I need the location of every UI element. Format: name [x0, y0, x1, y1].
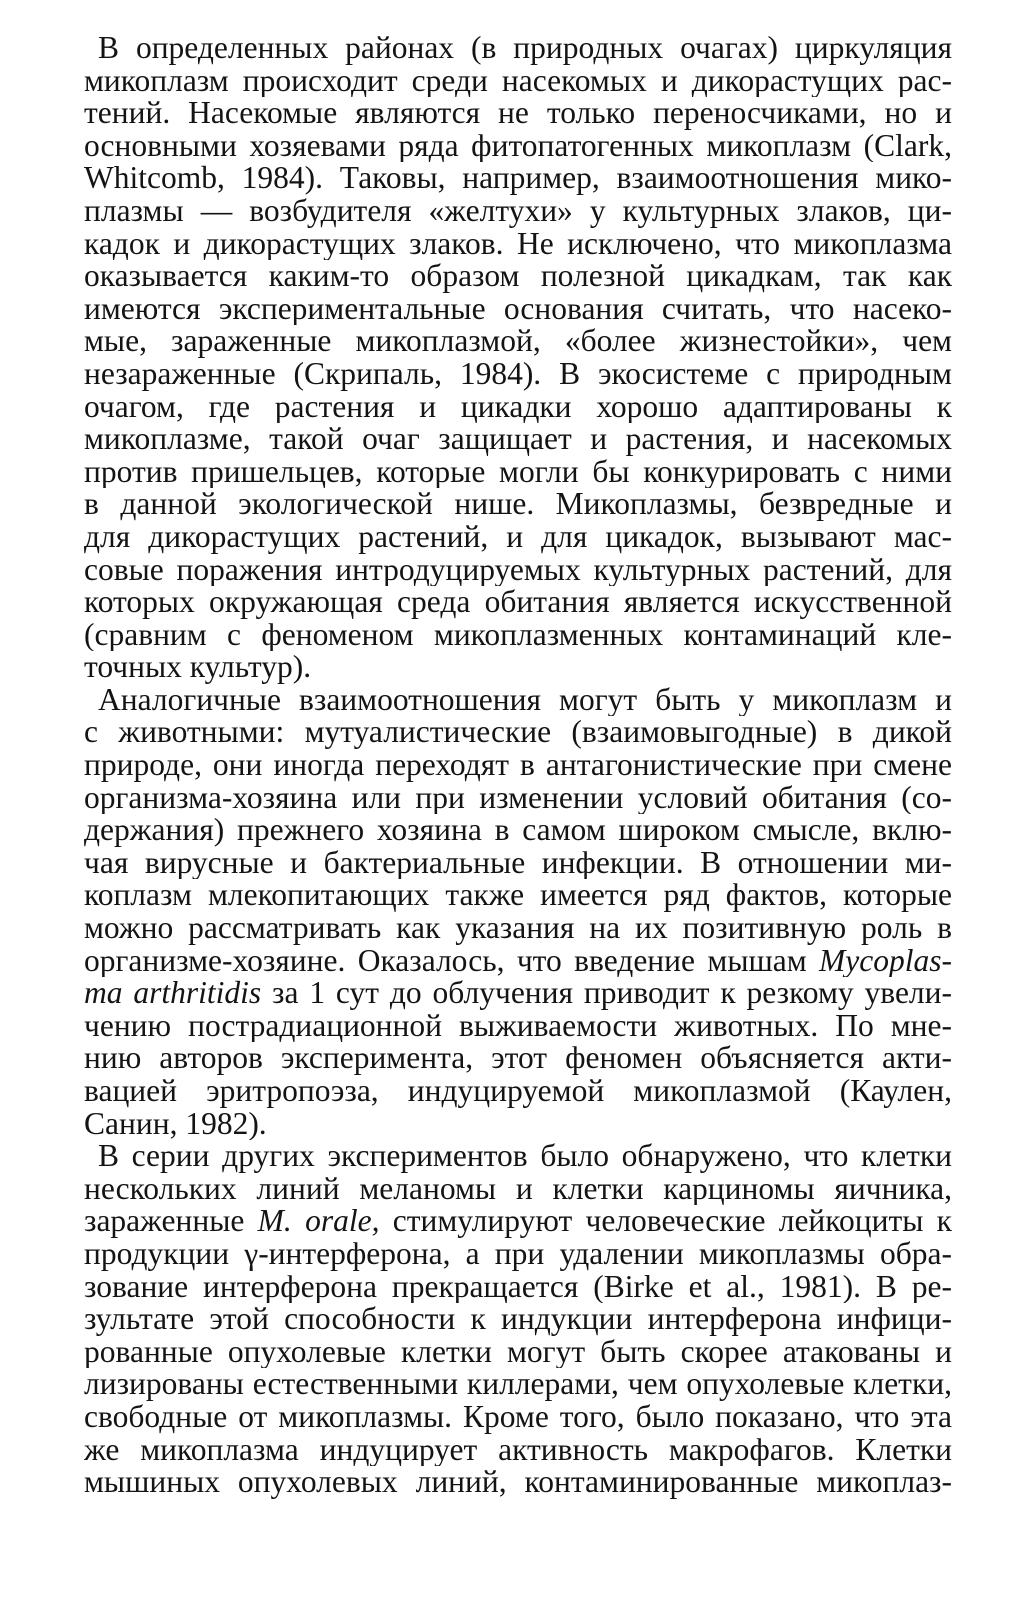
text-line	[84, 391, 952, 424]
text-line	[84, 162, 952, 195]
text-line	[84, 1271, 952, 1304]
text-segment: микоплазме, такой очаг защищает и растения, и насекомых	[84, 423, 952, 456]
text-line	[84, 1336, 952, 1369]
text-line	[84, 1042, 952, 1075]
text-segment: нию авторов эксперимента, этот феномен объясняется акти-	[84, 1042, 952, 1075]
text-segment: зование интерферона прекращается (Birke et al., 1981). В ре-	[84, 1270, 952, 1304]
text-segment: В серии других экспериментов было обнаружено, что клетки	[98, 1140, 952, 1173]
text-line	[84, 1010, 952, 1043]
text-line	[84, 1075, 952, 1108]
italic-text: ma arthritidis	[84, 977, 262, 1010]
text-segment: природе, они иногда переходят в антагонистические при смене	[84, 749, 952, 782]
text-segment: очагом, где растения и цикадки хорошо адаптированы к	[84, 390, 952, 424]
text-line	[84, 977, 952, 1010]
text-line	[84, 260, 952, 293]
text-segment: чая вирусные и бактериальные инфекции. В отношении ми-	[84, 846, 952, 880]
text-segment: можно рассматривать как указания на их позитивную роль в	[84, 912, 952, 945]
text-segment: которых окружающая среда обитания является искусственной	[84, 586, 952, 619]
italic-text: Mycoplas-	[819, 944, 952, 978]
text-segment: держания) прежнего хозяина в самом широком смысле, вклю-	[84, 814, 952, 847]
text-segment: мые, зараженные микоплазмой, «более жизнестойки», чем	[84, 325, 952, 358]
text-line	[84, 456, 952, 489]
text-segment: плазмы — возбудителя «желтухи» у культурных злаков, ци-	[84, 194, 952, 228]
text-line	[84, 65, 952, 98]
text-line	[84, 1466, 952, 1499]
text-segment: кадок и дикорастущих злаков. Не исключено, что микоплазма	[84, 227, 952, 261]
text-line	[84, 1108, 952, 1141]
text-segment: В определенных районах (в природных очагах) циркуляция	[98, 32, 952, 65]
text-segment: (сравним с феноменом микоплазменных контаминаций кле-	[84, 618, 952, 652]
text-line	[84, 325, 952, 358]
text-line	[84, 749, 952, 782]
text-segment: тений. Насекомые являются не только переносчиками, но и	[84, 97, 952, 130]
paragraph	[84, 684, 952, 1140]
text-segment: точных культур).	[84, 651, 312, 684]
text-segment: продукции γ-интерферона, а при удалении микоплазмы обра-	[84, 1237, 952, 1271]
text-line	[84, 651, 952, 684]
paragraph	[84, 1140, 952, 1499]
text-line	[84, 1368, 952, 1401]
text-line	[84, 912, 952, 945]
text-segment: организма-хозяина или при изменении условий обитания (со-	[84, 781, 952, 815]
text-line	[84, 945, 952, 978]
paragraph	[84, 32, 952, 684]
text-line	[84, 1303, 952, 1336]
text-segment: оказывается каким-то образом полезной цикадкам, так как	[84, 260, 952, 293]
text-line	[84, 847, 952, 880]
text-line	[84, 782, 952, 815]
text-line	[84, 358, 952, 391]
text-segment: организме-хозяине. Оказалось, что введение мышам	[84, 944, 820, 978]
text-line	[84, 488, 952, 521]
text-segment: основными хозяевами ряда фитопатогенных микоплазм (Clark,	[84, 129, 952, 163]
text-segment: Whitcomb, 1984). Таковы, например, взаимоотношения мико-	[84, 162, 952, 195]
text-line	[84, 554, 952, 587]
text-segment: за 1 сут до облучения приводит к резкому увели-	[261, 977, 952, 1010]
text-segment: зараженные	[84, 1205, 258, 1238]
text-segment: против пришельцев, которые могли бы конкурировать с ними	[84, 455, 952, 489]
text-line	[84, 1173, 952, 1206]
text-line	[84, 619, 952, 652]
text-line	[84, 423, 952, 456]
text-line	[84, 293, 952, 326]
text-segment: для дикорастущих растений, и для цикадок, вызывают мас-	[84, 520, 952, 554]
text-segment: нескольких линий меланомы и клетки карциномы яичника,	[84, 1172, 952, 1206]
text-line	[84, 228, 952, 261]
text-line	[84, 195, 952, 228]
text-segment: микоплазм происходит среди насекомых и дикорастущих рас-	[84, 64, 952, 98]
text-segment: свободные от микоплазмы. Кроме того, было показано, что эта	[84, 1400, 952, 1434]
text-line	[84, 586, 952, 619]
text-line	[84, 814, 952, 847]
text-segment: в данной экологической нише. Микоплазмы, безвредные и	[84, 488, 952, 521]
text-segment: совые поражения интродуцируемых культурных растений, для	[84, 553, 952, 587]
text-line	[84, 716, 952, 749]
text-line	[84, 32, 952, 65]
text-segment: мышиных опухолевых линий, контаминированные микоплаз-	[84, 1466, 952, 1499]
text-segment: коплазм млекопитающих также имеется ряд фактов, которые	[84, 879, 952, 913]
text-segment: Санин, 1982).	[84, 1107, 267, 1141]
text-segment: рованные опухолевые клетки могут быть скорее атакованы и	[84, 1335, 952, 1369]
text-line	[84, 1205, 952, 1238]
text-line	[84, 130, 952, 163]
text-line	[84, 97, 952, 130]
text-segment: зультате этой способности к индукции интерферона инфици-	[84, 1303, 952, 1336]
text-line	[84, 1401, 952, 1434]
text-line	[84, 521, 952, 554]
text-segment: же микоплазма индуцирует активность макрофагов. Клетки	[84, 1433, 952, 1467]
text-segment: вацией эритропоэза, индуцируемой микоплазмой (Каулен,	[84, 1075, 952, 1108]
text-line	[84, 1140, 952, 1173]
text-line	[84, 684, 952, 717]
text-segment: незараженные (Скрипаль, 1984). В экосистеме с природным	[84, 357, 952, 391]
text-line	[84, 1238, 952, 1271]
text-line	[84, 879, 952, 912]
text-segment: с животными: мутуалистические (взаимовыгодные) в дикой	[84, 716, 952, 750]
text-segment: чению пострадиационной выживаемости животных. По мне-	[84, 1009, 952, 1043]
text-line	[84, 1434, 952, 1467]
text-segment: лизированы естественными киллерами, чем опухолевые клетки,	[84, 1368, 952, 1401]
text-segment: Аналогичные взаимоотношения могут быть у микоплазм и	[98, 683, 952, 717]
text-segment: имеются экспериментальные основания считать, что насеко-	[84, 292, 952, 326]
body-text	[84, 32, 952, 1499]
italic-text: M. orale,	[257, 1205, 380, 1238]
text-segment: стимулируют человеческие лейкоциты к	[379, 1205, 952, 1238]
